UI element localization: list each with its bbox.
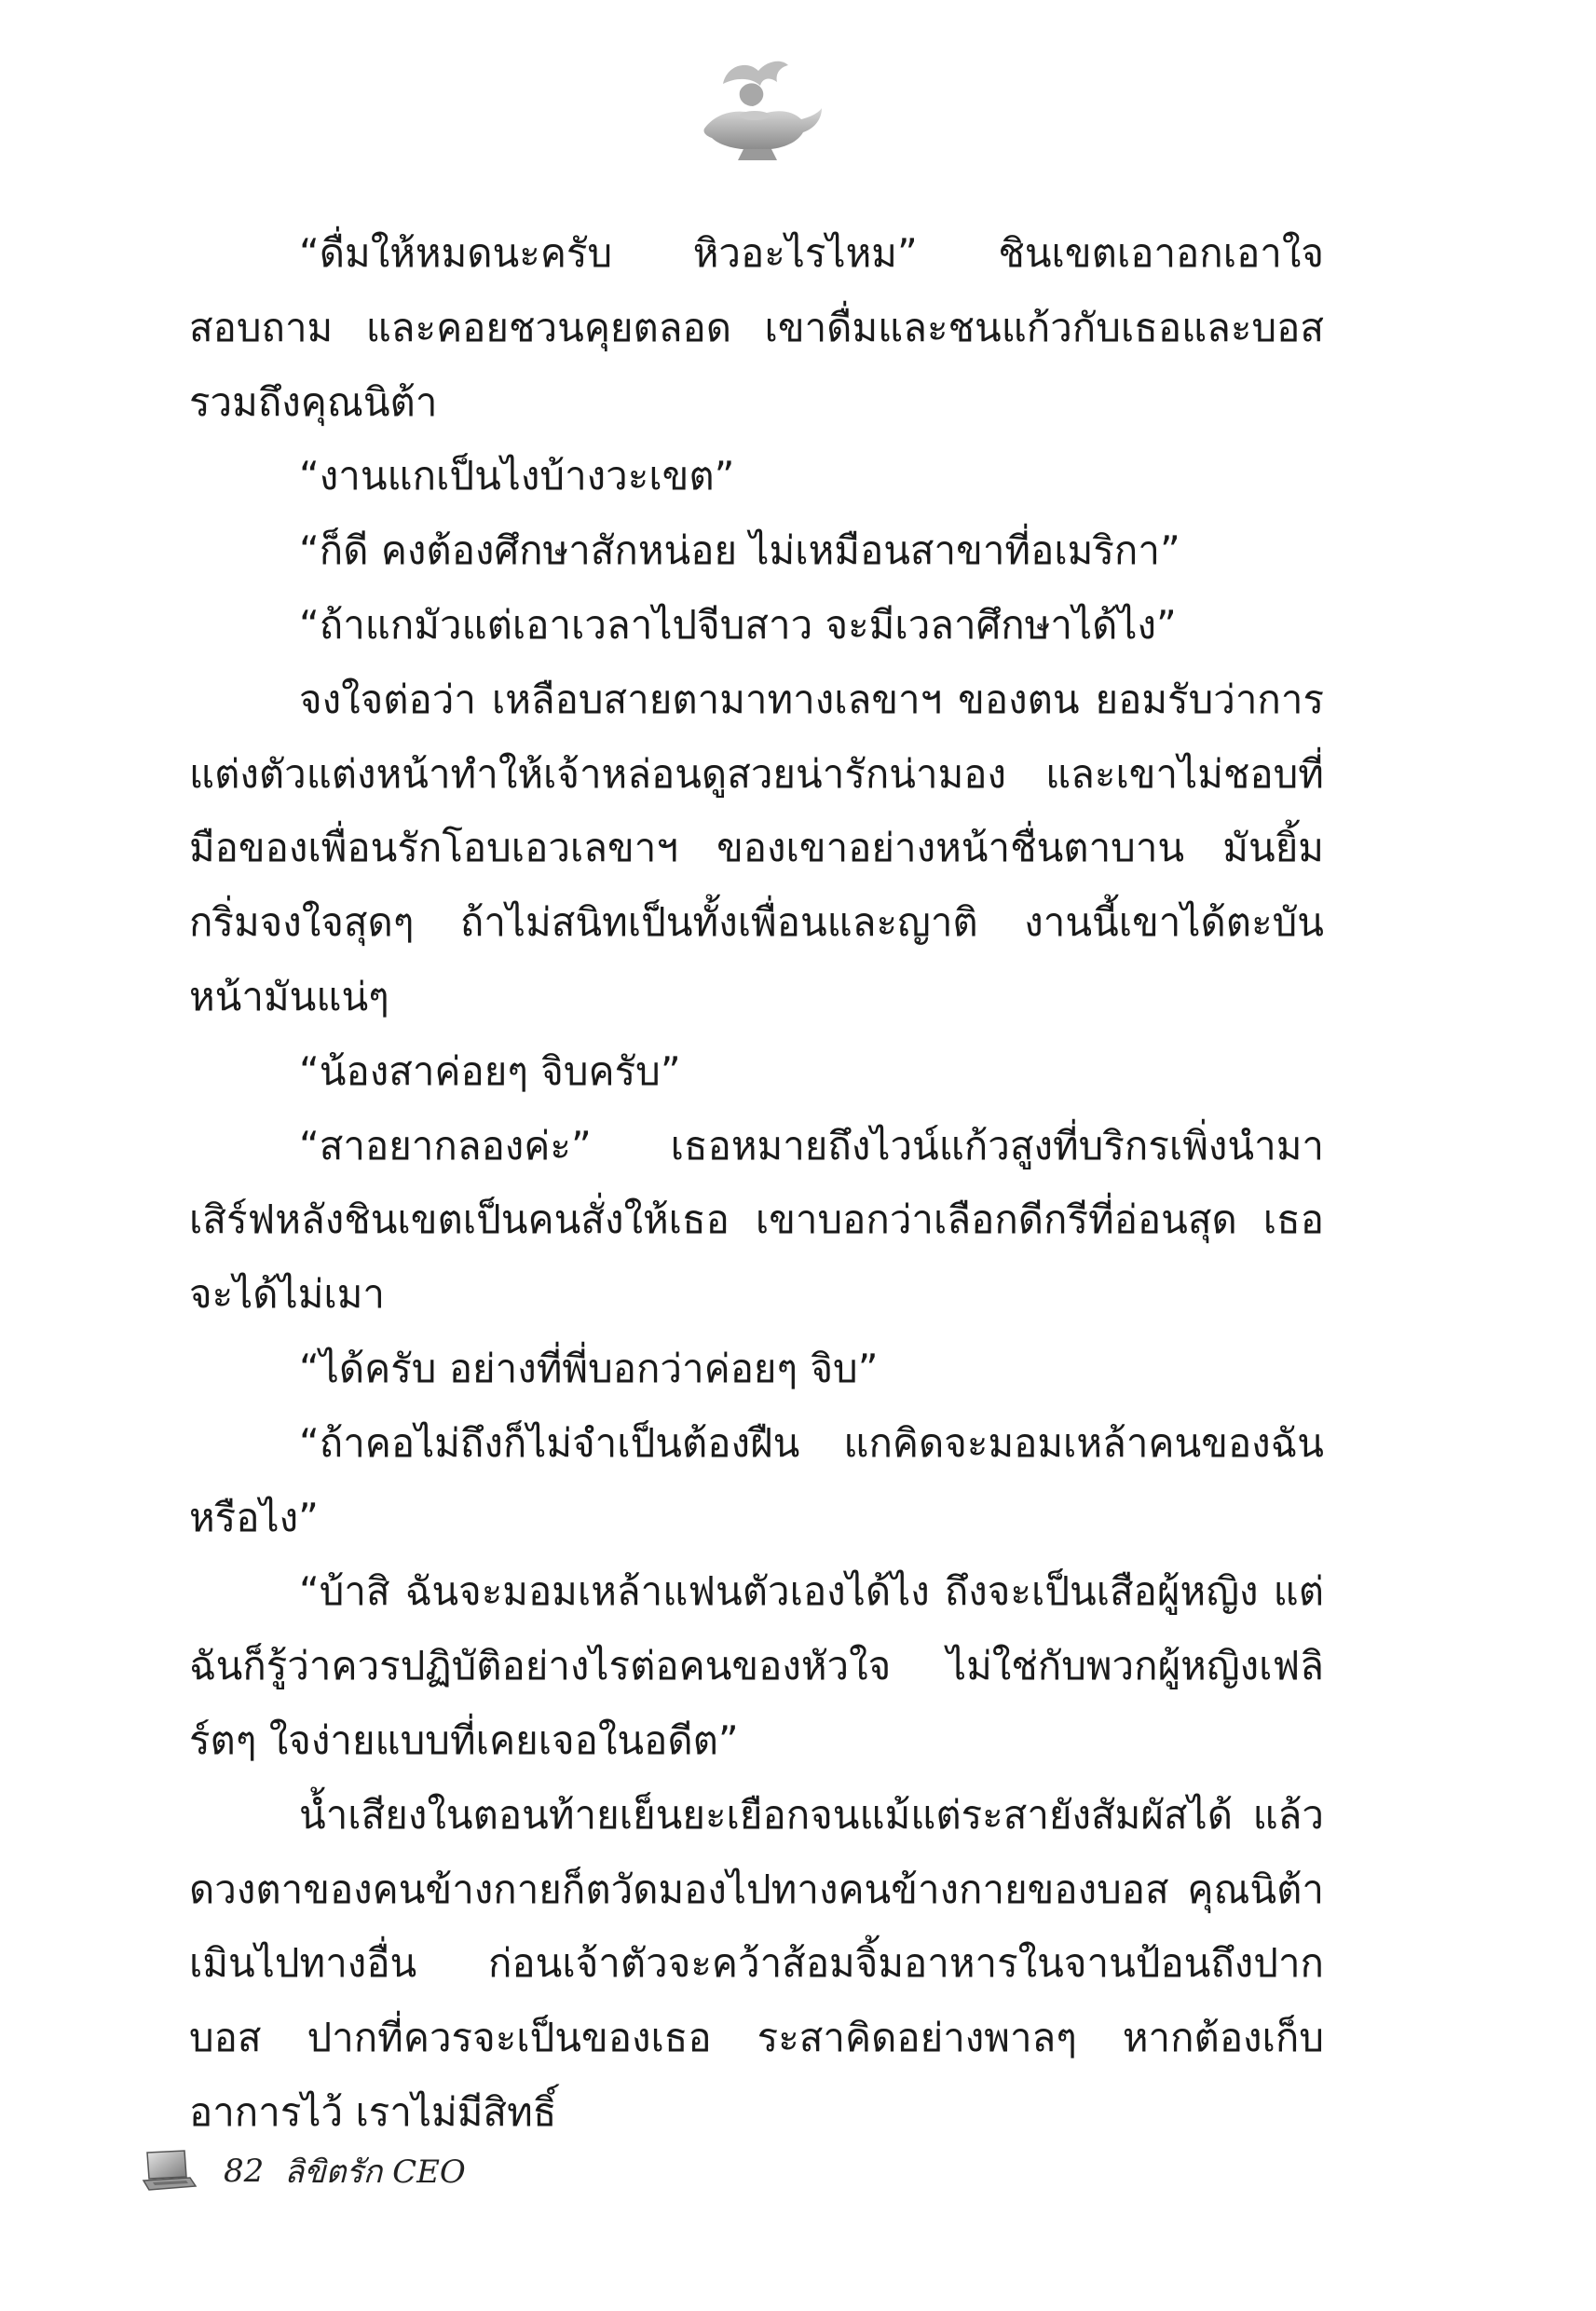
paragraph: น้ำเสียงในตอนท้ายเย็นยะเยือกจนแม้แต่ระสายังสัมผัสได้ แล้วดวงตาของคนข้างกายก็ตวัดมองไปทางคนข้างกายของบอส คุณนิต้าเมินไปทางอื่น ก่อนเจ้าตัวจะคว้าส้อมจิ้มอาหารในจานป้อนถึงปากบอส ปากที่ควรจะเป็นของเธอ ระสาคิดอย่างพาลๆ หากต้องเก็บอาการไว้ เราไม่มีสิทธิ์	[189, 1791, 1324, 2135]
paragraph: จงใจต่อว่า เหลือบสายตามาทางเลขาฯ ของตน ยอมรับว่าการแต่งตัวแต่งหน้าทำให้เจ้าหล่อนดูสวยน่ารักน่ามอง และเขาไม่ชอบที่มือของเพื่อนรักโอบเอวเลขาฯ ของเขาอย่างหน้าชื่นตาบาน มันยิ้มกริ่มจงใจสุดๆ ถ้าไม่สนิทเป็นทั้งเพื่อนและญาติ งานนี้เขาได้ตะบันหน้ามันแน่ๆ	[189, 676, 1324, 1019]
paragraph: “บ้าสิ ฉันจะมอมเหล้าแฟนตัวเองได้ไง ถึงจะเป็นเสือผู้หญิง แต่ฉันก็รู้ว่าควรปฏิบัติอย่างไรต่อคนของหัวใจ ไม่ใช่กับพวกผู้หญิงเฟลิร์ตๆ ใจง่ายแบบที่เคยเจอในอดีต”	[189, 1568, 1324, 1763]
genie-lamp-icon	[686, 54, 825, 166]
paragraph: “งานแกเป็นไงบ้างวะเขต”	[299, 453, 735, 499]
page-footer	[140, 2143, 466, 2199]
paragraph: “ถ้าแกมัวแต่เอาเวลาไปจีบสาว จะมีเวลาศึกษาได้ไง”	[299, 601, 1177, 648]
paragraph: “ถ้าคอไม่ถึงก็ไม่จำเป็นต้องฝืน แกคิดจะมอมเหล้าคนของฉันหรือไง”	[189, 1419, 1324, 1540]
book-title: ลิขิตรัก CEO	[284, 2154, 466, 2191]
laptop-icon	[140, 2149, 198, 2194]
paragraph: “ก็ดี คงต้องศึกษาสักหน่อย ไม่เหมือนสาขาที่อเมริกา”	[299, 527, 1180, 574]
body-text	[189, 216, 1324, 2150]
page-number: 82	[224, 2153, 265, 2190]
paragraph: “น้องสาค่อยๆ จิบครับ”	[299, 1047, 681, 1094]
paragraph: “ได้ครับ อย่างที่พี่บอกว่าค่อยๆ จิบ”	[299, 1345, 879, 1391]
paragraph: “ดื่มให้หมดนะครับ หิวอะไรไหม” ชินเขตเอาอกเอาใจสอบถาม และคอยชวนคุยตลอด เขาดื่มและชนแก้วกับเธอและบอส รวมถึงคุณนิต้า	[189, 230, 1324, 425]
paragraph: “สาอยากลองค่ะ” เธอหมายถึงไวน์แก้วสูงที่บริกรเพิ่งนำมาเสิร์ฟหลังชินเขตเป็นคนสั่งให้เธอ เขาบอกว่าเลือกดีกรีที่อ่อนสุด เธอจะได้ไม่เมา	[189, 1122, 1324, 1318]
